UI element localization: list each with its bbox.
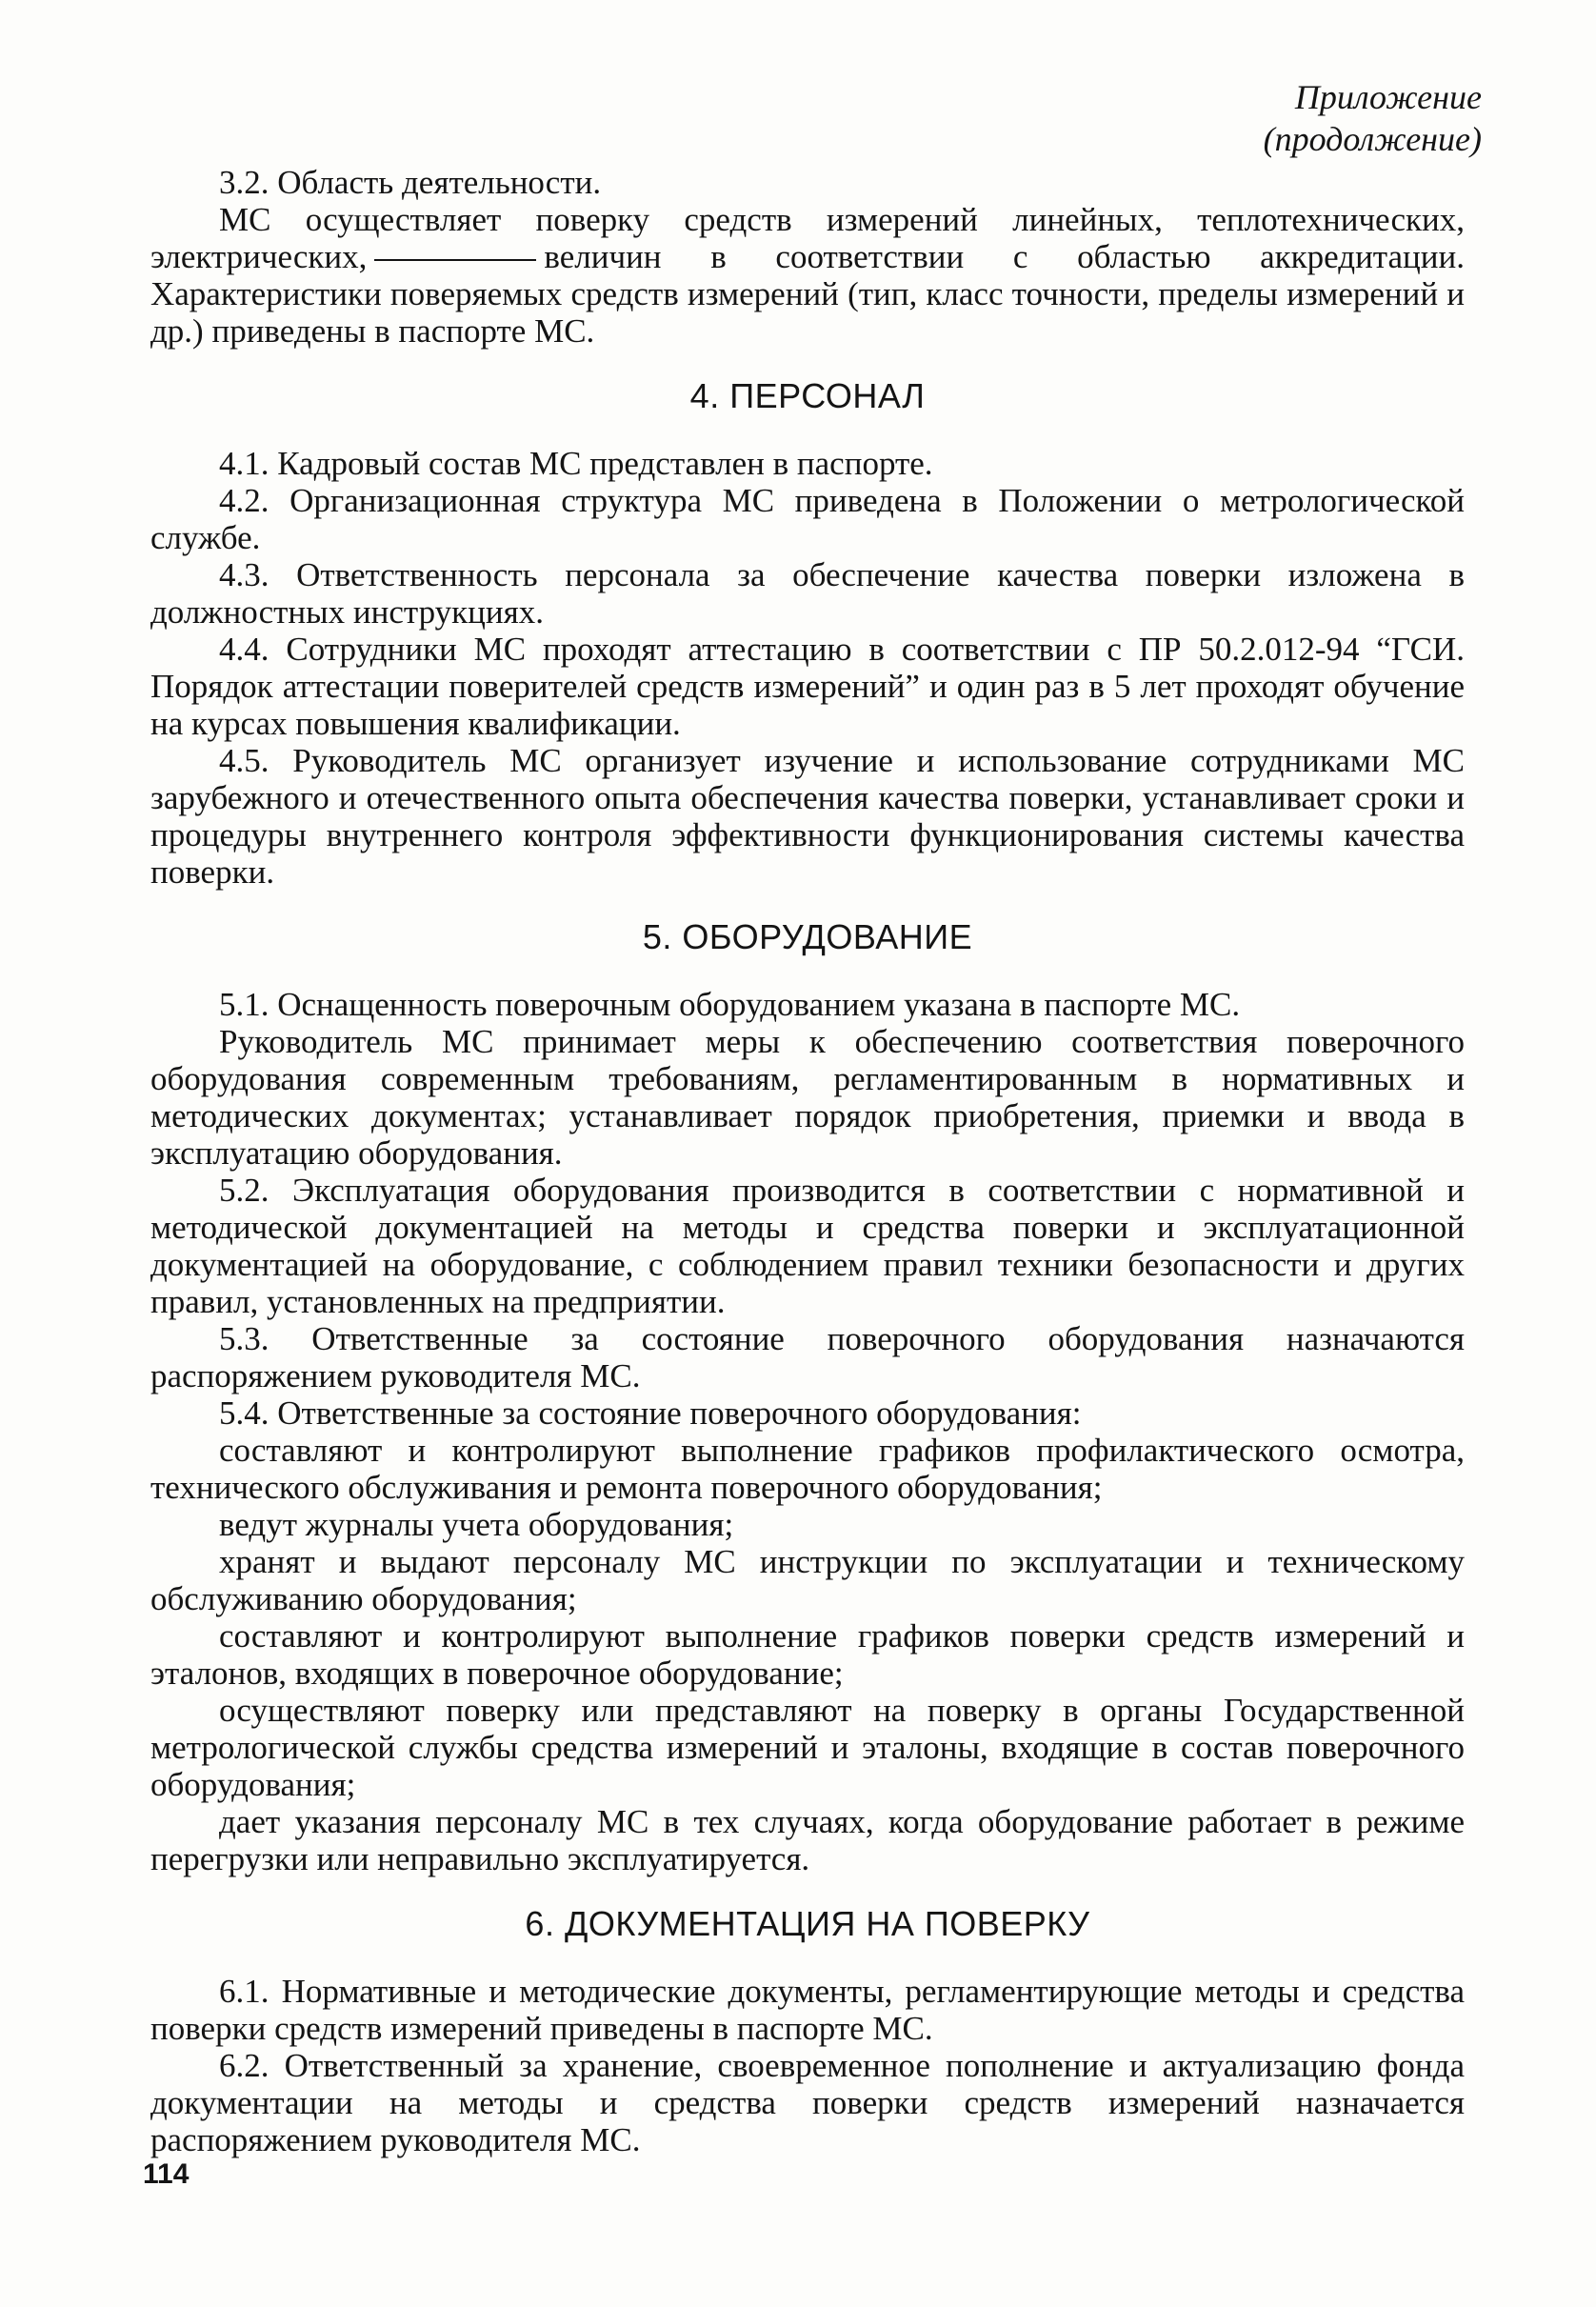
list-item: дает указания персоналу МС в тех случаях, когда оборудование работает в режиме перегрузки или неправильно эксплуатируется.: [150, 1803, 1465, 1877]
paragraph-6-1: 6.1. Нормативные и методические документы, регламентирующие методы и средства поверки средств измерений приведены в паспорте МС.: [150, 1973, 1465, 2047]
document-body: [150, 164, 1465, 2158]
section-3-2-text-after: величин в соответствии с областью аккредитации. Характеристики поверяемых средств измерений (тип, класс точности, пределы измерений и др.) приведены в паспорте МС.: [150, 238, 1465, 350]
section-3-2-text: [150, 201, 1465, 350]
section-4-heading: 4. ПЕРСОНАЛ: [689, 376, 926, 415]
paragraph-5-3: 5.3. Ответственные за состояние поверочного оборудования назначаются распоряжением руководителя МС.: [150, 1320, 1465, 1394]
paragraph-5-2: 5.2. Эксплуатация оборудования производится в соответствии с нормативной и методической документацией на методы и средства поверки и эксплуатационной документацией на оборудование, с соблюдением правил техники безопасности и других правил, установленных на предприятии.: [150, 1172, 1465, 1320]
page-number: 114: [143, 2158, 190, 2190]
paragraph-4-5: 4.5. Руководитель МС организует изучение и использование сотрудниками МС зарубежного и отечественного опыта обеспечения качества поверки, устанавливает сроки и процедуры внутреннего контроля эффективности функционирования системы качества поверки.: [150, 742, 1465, 891]
list-item: хранят и выдают персоналу МС инструкции по эксплуатации и техническому обслуживанию оборудования;: [150, 1543, 1465, 1617]
appendix-continued-label: (продолжение): [1263, 120, 1482, 158]
paragraph-5-1-cont: Руководитель МС принимает меры к обеспечению соответствия поверочного оборудования современным требованиям, регламентированным в нормативных и методических документах; устанавливает порядок приобретения, приемки и ввода в эксплуатацию оборудования.: [150, 1023, 1465, 1172]
paragraph-5-1: 5.1. Оснащенность поверочным оборудованием указана в паспорте МС.: [219, 986, 1241, 1023]
paragraph-5-4: 5.4. Ответственные за состояние поверочного оборудования:: [219, 1394, 1082, 1432]
paragraph-6-2: 6.2. Ответственный за хранение, своевременное пополнение и актуализацию фонда документации на методы и средства поверки средств измерений назначается распоряжением руководителя МС.: [150, 2047, 1465, 2158]
paragraph-4-1: 4.1. Кадровый состав МС представлен в паспорте.: [219, 445, 933, 482]
appendix-label: Приложение: [1294, 78, 1482, 116]
section-5-heading: 5. ОБОРУДОВАНИЕ: [642, 917, 973, 956]
paragraph-4-2: 4.2. Организационная структура МС приведена в Положении о метрологической службе.: [150, 482, 1465, 556]
paragraph-4-3: 4.3. Ответственность персонала за обеспечение качества поверки изложена в должностных инструкциях.: [150, 556, 1465, 631]
list-item: составляют и контролируют выполнение графиков профилактического осмотра, технического обслуживания и ремонта поверочного оборудования;: [150, 1432, 1465, 1506]
blank-line: [374, 259, 536, 261]
list-item: ведут журналы учета оборудования;: [219, 1506, 734, 1543]
section-6-heading: 6. ДОКУМЕНТАЦИЯ НА ПОВЕРКУ: [525, 1904, 1090, 1943]
paragraph-4-4: 4.4. Сотрудники МС проходят аттестацию в соответствии с ПР 50.2.012-94 “ГСИ. Порядок аттестации поверителей средств измерений” и один раз в 5 лет проходят обучение на курсах повышения квалификации.: [150, 631, 1465, 742]
list-item: осуществляют поверку или представляют на поверку в органы Государственной метрологической службы средства измерений и эталоны, входящие в состав поверочного оборудования;: [150, 1692, 1465, 1803]
section-3-2-title: 3.2. Область деятельности.: [219, 164, 602, 201]
section-3-2-text-before: МС осуществляет поверку средств измерений линейных, теплотехнических, электрических,: [150, 201, 1465, 275]
appendix-note: [1264, 76, 1482, 160]
list-item: составляют и контролируют выполнение графиков поверки средств измерений и эталонов, входящих в поверочное оборудование;: [150, 1617, 1465, 1692]
